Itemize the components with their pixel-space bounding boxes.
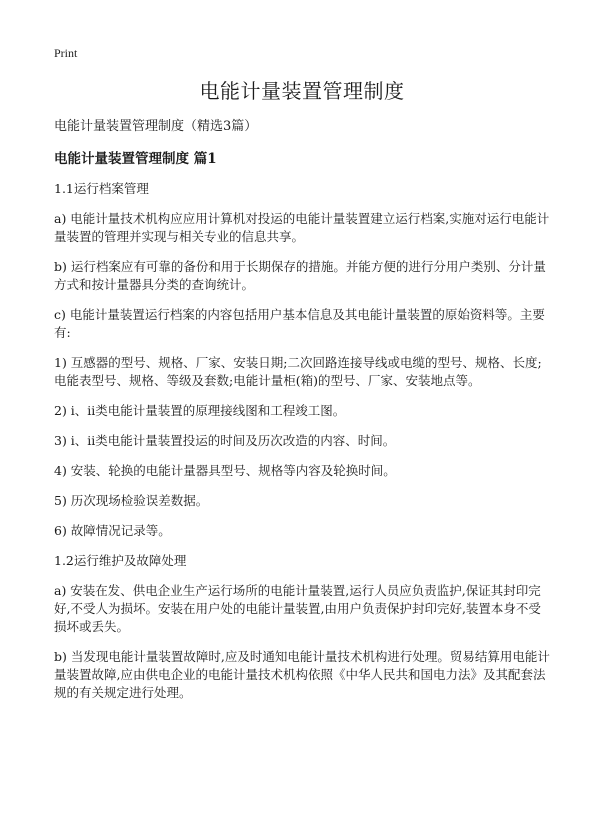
list-item-1: 1) 互感器的型号、规格、厂家、安装日期;二次回路连接导线或电缆的型号、规格、长度;电能表型号、规格、等级及套数;电能计量柜(箱)的型号、厂家、安装地点等。 — [54, 355, 542, 388]
list-item-3: 3) i、ii类电能计量装置投运的时间及历次改造的内容、时间。 — [54, 433, 396, 448]
print-label: Print — [54, 46, 78, 60]
heading-1-1: 1.1运行档案管理 — [54, 181, 149, 196]
document-title: 电能计量装置管理制度 — [199, 79, 405, 103]
heading-1-2: 1.2运行维护及故障处理 — [54, 553, 187, 568]
list-item-4: 4) 安装、轮换的电能计量器具型号、规格等内容及轮换时间。 — [54, 463, 396, 478]
section-heading: 电能计量装置管理制度 篇1 — [54, 151, 217, 167]
paragraph-maintenance-b: b) 当发现电能计量装置故障时,应及时通知电能计量技术机构进行处理。贸易结算用电能计量装置故障,应由供电企业的电能计量技术机构依照《中华人民共和国电力法》及其配套法规的有关规定进行处理。 — [54, 649, 550, 700]
list-item-5: 5) 历次现场检验误差数据。 — [54, 493, 209, 508]
paragraph-c: c) 电能计量装置运行档案的内容包括用户基本信息及其电能计量装置的原始资料等。主要有: — [54, 307, 545, 340]
paragraph-maintenance-a: a) 安装在发、供电企业生产运行场所的电能计量装置,运行人员应负责监护,保证其封印完好,不受人为损坏。安装在用户处的电能计量装置,由用户负责保护封印完好,装置本身不受损坏或丢失。 — [54, 583, 541, 634]
list-item-2: 2) i、ii类电能计量装置的原理接线图和工程竣工图。 — [54, 403, 346, 418]
list-item-6: 6) 故障情况记录等。 — [54, 523, 171, 538]
document-subtitle: 电能计量装置管理制度（精选3篇） — [54, 119, 258, 134]
paragraph-b: b) 运行档案应有可靠的备份和用于长期保存的措施。并能方便的进行分用户类别、分计量方式和按计量器具分类的查询统计。 — [54, 259, 546, 292]
paragraph-a: a) 电能计量技术机构应应用计算机对投运的电能计量装置建立运行档案,实施对运行电能计量装置的管理并实现与相关专业的信息共享。 — [54, 211, 550, 244]
